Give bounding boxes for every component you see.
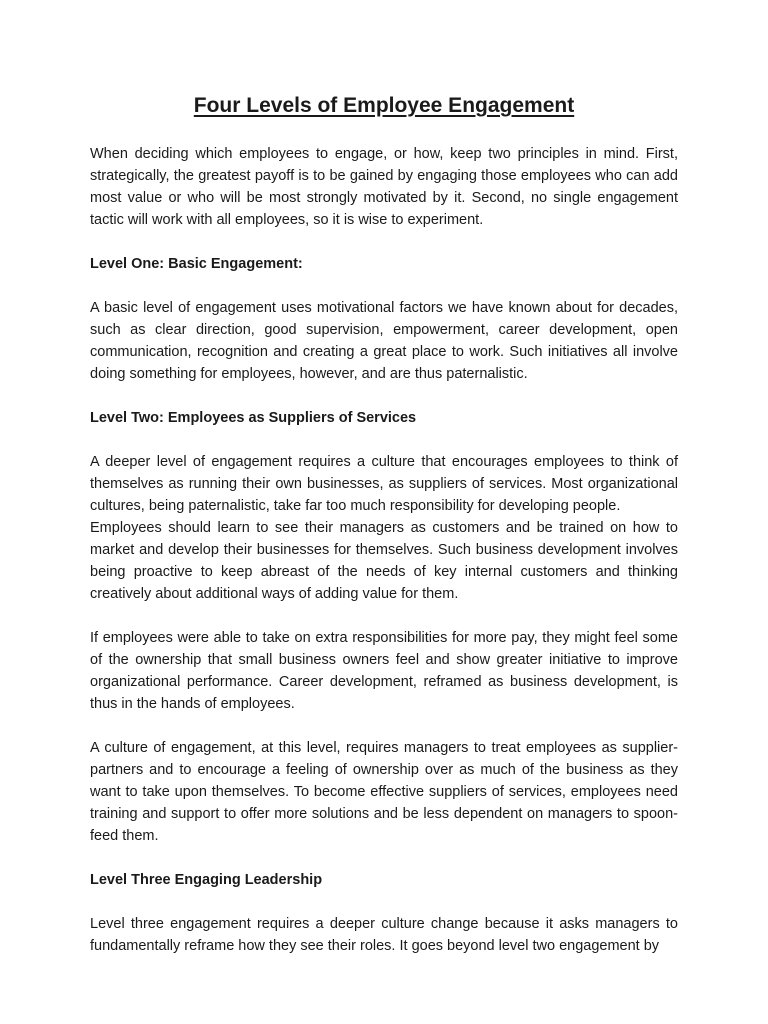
level-three-heading: Level Three Engaging Leadership (90, 872, 323, 888)
intro-paragraph: When deciding which employees to engage, or how, keep two principles in mind. First, strategically, the greatest payoff is to be gained by engaging those employees who can add most value or who will be most strongly motivated by it. Second, no single engagement tactic will work with all employees, so it is wise to experiment. (90, 146, 678, 228)
level-one-paragraph: A basic level of engagement uses motivational factors we have known about for decades, such as clear direction, good supervision, empowerment, career development, open communication, recognition and creating a great place to work. Such initiatives all involve doing something for employees, however, and are thus paternalistic. (90, 300, 678, 382)
level-one-heading: Level One: Basic Engagement: (90, 256, 303, 272)
document-body (90, 143, 678, 979)
level-two-paragraph-1a: A deeper level of engagement requires a culture that encourages employees to think of themselves as running their own businesses, as suppliers of services. Most organizational cultures, being paternalistic, take far too much responsibility for developing people. (90, 454, 678, 514)
level-two-heading: Level Two: Employees as Suppliers of Services (90, 410, 417, 426)
level-two-paragraph-2: If employees were able to take on extra responsibilities for more pay, they might feel some of the ownership that small business owners feel and show greater initiative to improve organizational performance. Career development, reframed as business development, is thus in the hands of employees. (90, 630, 678, 712)
level-two-paragraph-3: A culture of engagement, at this level, requires managers to treat employees as supplier-partners and to encourage a feeling of ownership over as much of the business as they want to take upon themselves. To become effective suppliers of services, employees need training and support to offer more solutions and be less dependent on managers to spoon-feed them. (90, 740, 678, 844)
document-title: Four Levels of Employee Engagement (193, 94, 575, 117)
level-two-paragraph-1b: Employees should learn to see their managers as customers and be trained on how to market and develop their businesses for themselves. Such business development involves being proactive to keep abreast of the needs of key internal customers and thinking creatively about additional ways of adding value for them. (90, 520, 678, 602)
level-three-paragraph: Level three engagement requires a deeper culture change because it asks managers to fundamentally reframe how they see their roles. It goes beyond level two engagement by (90, 916, 678, 954)
